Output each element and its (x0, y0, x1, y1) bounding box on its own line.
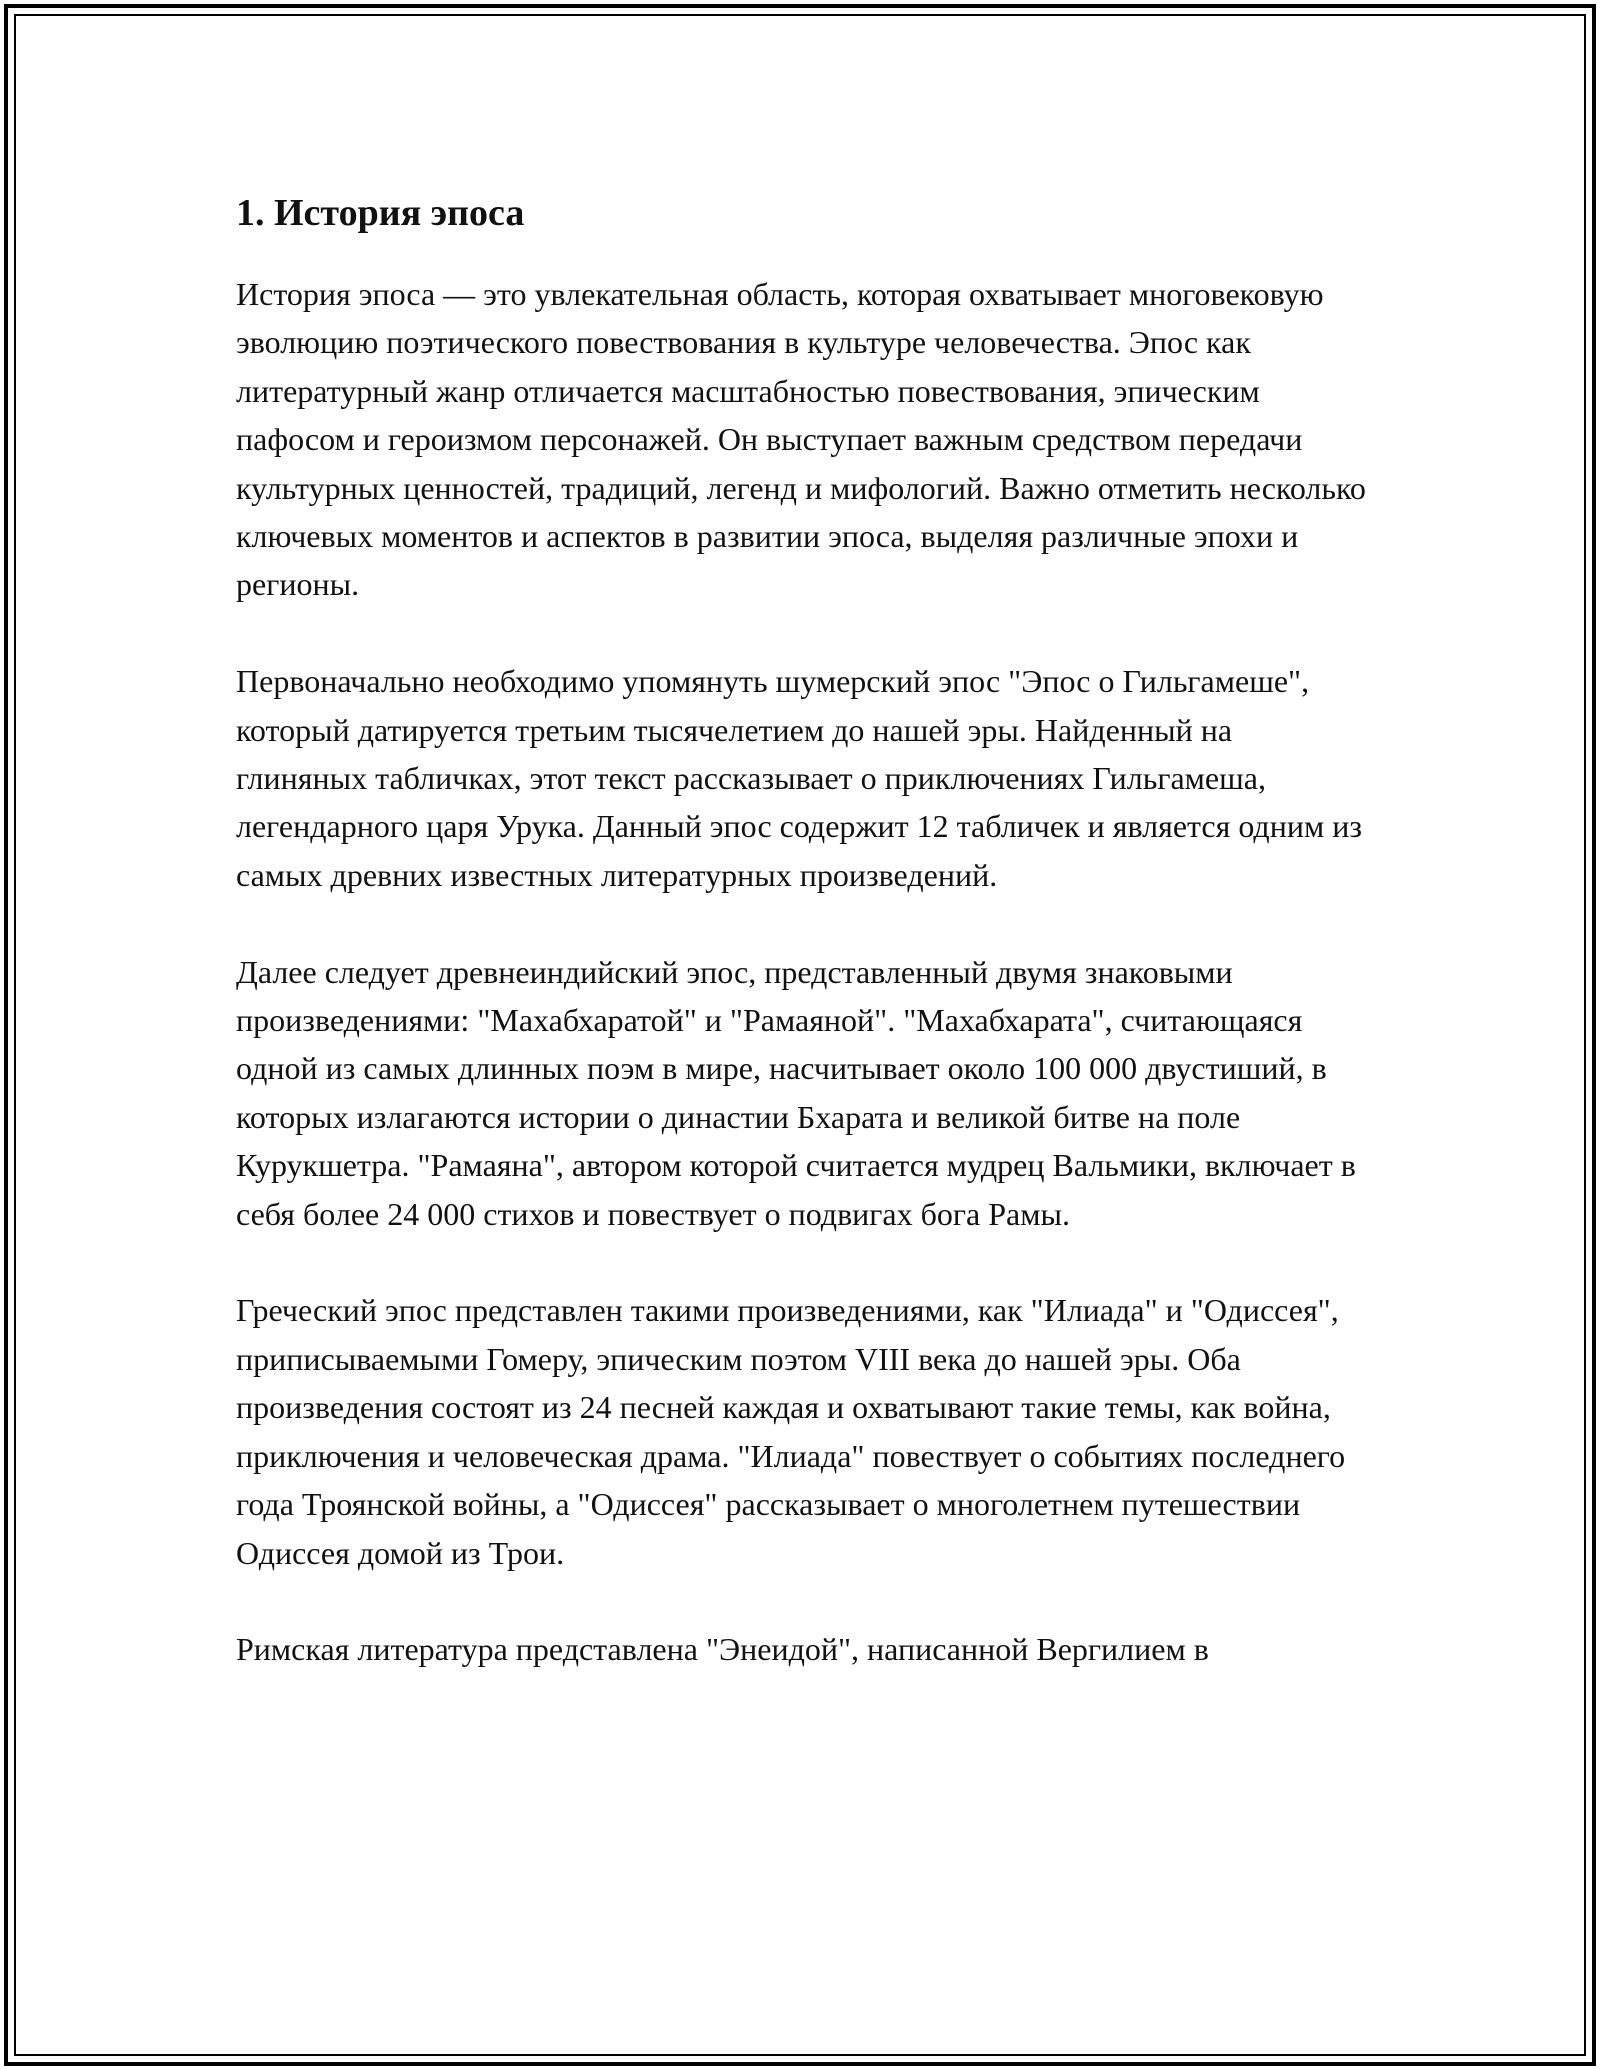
paragraph-epic-history-intro: История эпоса — это увлекательная область, которая охватывает многовековую эволюцию поэтического повествования в культуре человечества. Эпос как литературный жанр отличается масштабностью повествования, эпическим пафосом и героизмом персонажей. Он выступает важным средством передачи культурных ценностей, традиций, легенд и мифологий. Важно отметить несколько ключевых моментов и аспектов в развитии эпоса, выделяя различные эпохи и регионы. (236, 276, 1366, 603)
paragraph-greek-epics: Греческий эпос представлен такими произведениями, как "Илиада" и "Одиссея", приписываемыми Гомеру, эпическим поэтом VIII века до нашей эры. Оба произведения состоят из 24 песней каждая и охватывают такие темы, как война, приключения и человеческая драма. "Илиада" повествует о событиях последнего года Троянской войны, а "Одиссея" рассказывает о многолетнем путешествии Одиссея домой из Трои. (236, 1292, 1346, 1571)
paragraph-gilgamesh: Первоначально необходимо упомянуть шумерский эпос "Эпос о Гильгамеше", который датируется третьим тысячелетием до нашей эры. Найденный на глиняных табличках, этот текст рассказывает о приключениях Гильгамеша, легендарного царя Урука. Данный эпос содержит 12 табличек и является одним из самых древних известных литературных произведений. (236, 663, 1362, 893)
paragraph-indian-epics: Далее следует древнеиндийский эпос, представленный двумя знаковыми произведениями: "Махабхаратой" и "Рамаяной". "Махабхарата", считающаяся одной из самых длинных поэм в мире, насчитывает около 100 000 двустиший, в которых излагаются истории о династии Бхарата и великой битве на поле Курукшетра. "Рамаяна", автором которой считается мудрец Вальмики, включает в себя более 24 000 стихов и повествует о подвигах бога Рамы. (236, 953, 1356, 1232)
paragraph-roman-literature: Римская литература представлена "Энеидой", написанной Вергилием в (236, 1631, 1209, 1668)
section-heading: 1. История эпоса (236, 192, 525, 234)
document-body (236, 184, 1368, 1674)
